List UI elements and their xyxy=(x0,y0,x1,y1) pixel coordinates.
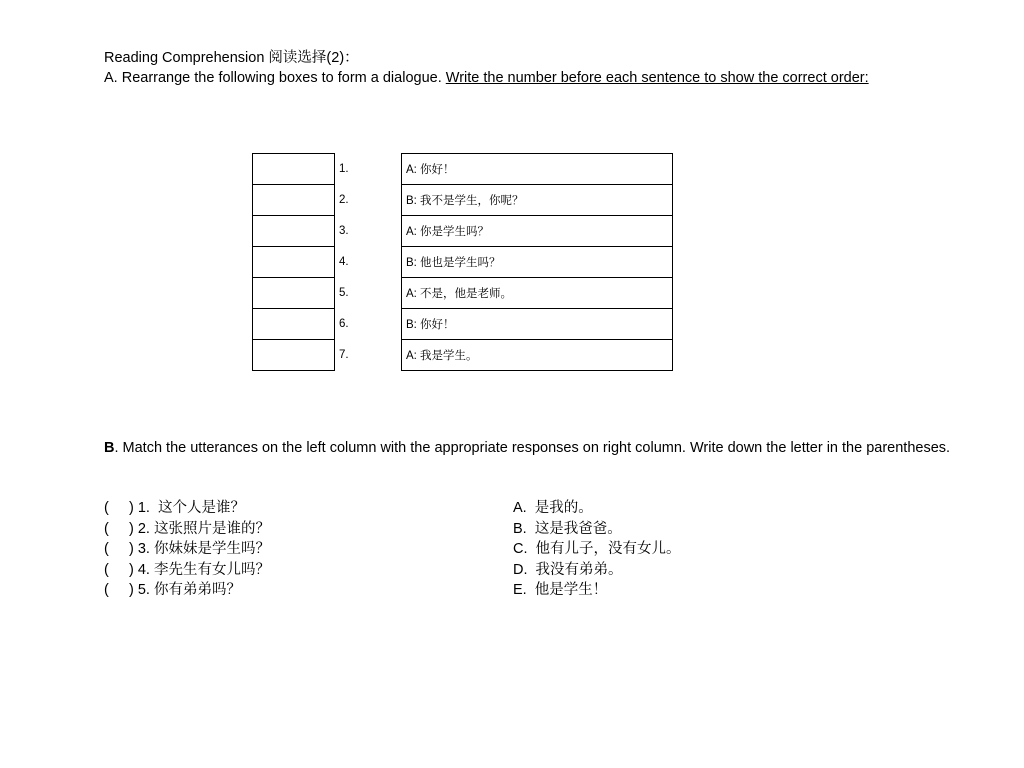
list-item: C. 他有儿子，没有女儿。 xyxy=(513,541,681,557)
row-number: 2. xyxy=(339,194,349,206)
dialogue-sentence: A: 我是学生。 xyxy=(402,340,673,371)
list-item[interactable]: ( ) 3. 你妹妹是学生吗？ xyxy=(104,541,270,557)
dialogue-sentence: A: 你好！ xyxy=(402,154,673,185)
dialogue-sentence: B: 我不是学生，你呢？ xyxy=(402,185,673,216)
list-item: A. 是我的。 xyxy=(513,500,593,516)
order-answer-box[interactable] xyxy=(253,185,335,216)
table-row xyxy=(253,247,673,278)
instruction-b xyxy=(104,438,954,458)
order-answer-box[interactable] xyxy=(253,216,335,247)
table-row xyxy=(253,185,673,216)
instruction-a-underlined: Write the number before each sentence to show the correct order: xyxy=(445,70,869,86)
instruction-a xyxy=(104,69,869,88)
row-number: 6. xyxy=(339,318,349,330)
order-answer-box[interactable] xyxy=(253,154,335,185)
instruction-a-text: A. Rearrange the following boxes to form a dialogue. xyxy=(104,70,446,86)
row-number: 7. xyxy=(339,349,349,361)
table-row xyxy=(253,154,673,185)
table-row xyxy=(253,278,673,309)
dialogue-order-table xyxy=(252,153,673,371)
row-number: 5. xyxy=(339,287,349,299)
dialogue-sentence: B: 他也是学生吗？ xyxy=(402,247,673,278)
order-answer-box[interactable] xyxy=(253,278,335,309)
question-column xyxy=(104,498,270,601)
dialogue-sentence: B: 你好！ xyxy=(402,309,673,340)
order-answer-box[interactable] xyxy=(253,340,335,371)
list-item[interactable]: ( ) 2. 这张照片是谁的？ xyxy=(104,520,270,537)
list-item: E. 他是学生！ xyxy=(513,582,608,598)
dialogue-sentence: A: 你是学生吗？ xyxy=(402,216,673,247)
order-answer-box[interactable] xyxy=(253,247,335,278)
table-row xyxy=(253,309,673,340)
list-item[interactable]: ( ) 5. 你有弟弟吗？ xyxy=(104,582,241,598)
instruction-b-text: . Match the utterances on the left column with the appropriate responses on right column. Write down the letter in the parentheses. xyxy=(114,440,951,456)
row-number: 3. xyxy=(339,225,349,237)
dialogue-sentence: A: 不是，他是老师。 xyxy=(402,278,673,309)
section-b-label: B xyxy=(104,440,115,456)
list-item: D. 我没有弟弟。 xyxy=(513,561,623,578)
list-item[interactable]: ( ) 4. 李先生有女儿吗？ xyxy=(104,561,270,578)
answer-column xyxy=(513,498,681,601)
list-item[interactable]: ( ) 1. 这个人是谁？ xyxy=(104,500,245,516)
row-number: 4. xyxy=(339,256,349,268)
table-row xyxy=(253,216,673,247)
list-item: B. 这是我爸爸。 xyxy=(513,520,622,537)
row-number: 1. xyxy=(339,163,349,175)
table-row xyxy=(253,340,673,371)
page-title: Reading Comprehension 阅读选择(2)： xyxy=(104,50,359,66)
order-answer-box[interactable] xyxy=(253,309,335,340)
